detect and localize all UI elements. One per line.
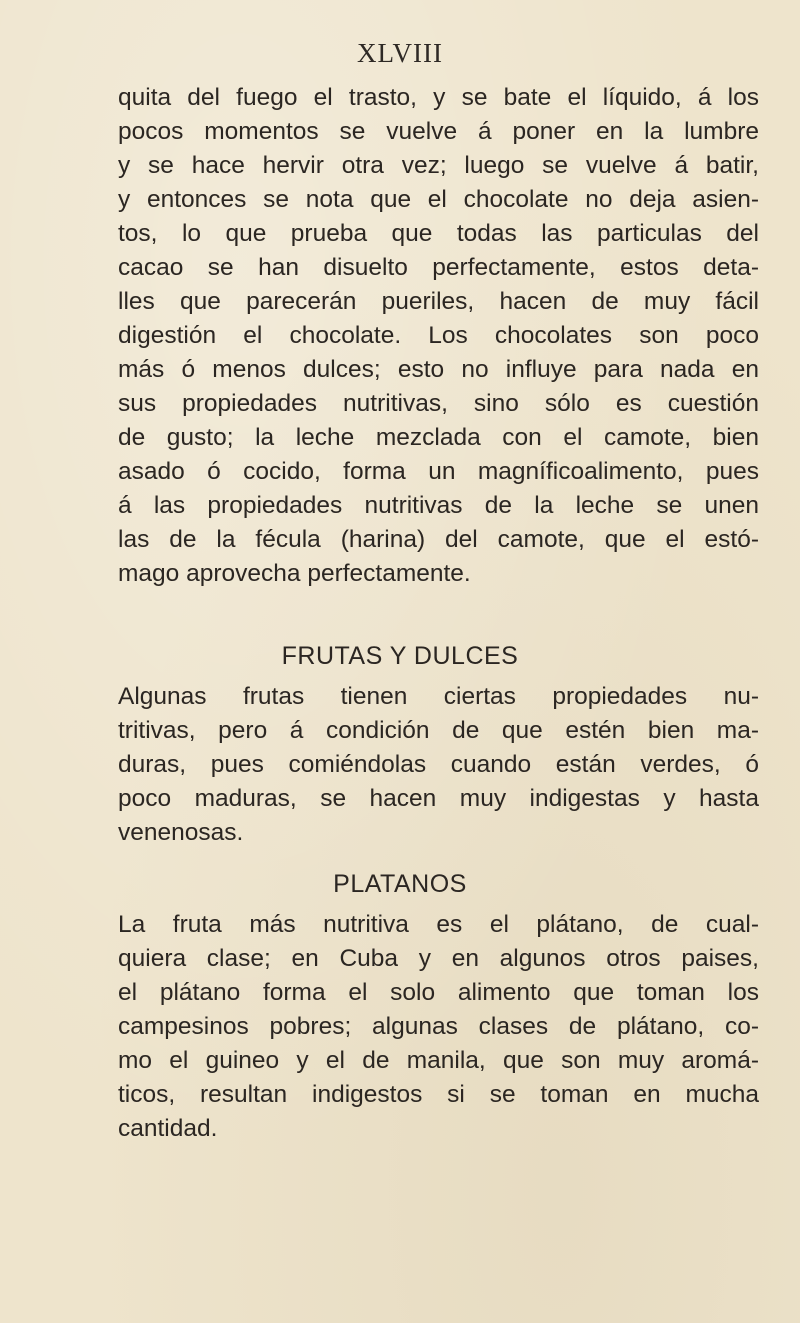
text-line: lles que parecerán pueriles, hacen de muy fácil xyxy=(118,288,759,315)
text-line: de gusto; la leche mezclada con el camote, bien xyxy=(118,424,759,451)
text-line: cantidad. xyxy=(118,1115,218,1142)
text-line: las de la fécula (harina) del camote, que el estó- xyxy=(118,526,759,553)
text-line: tritivas, pero á condición de que estén bien ma- xyxy=(118,717,759,744)
text-line: y entonces se nota que el chocolate no deja asien- xyxy=(118,186,759,213)
text-line: La fruta más nutritiva es el plátano, de cual- xyxy=(118,911,759,938)
text-line: Algunas frutas tienen ciertas propiedades nu- xyxy=(118,683,759,710)
text-line: digestión el chocolate. Los chocolates son poco xyxy=(118,322,759,349)
text-line: pocos momentos se vuelve á poner en la lumbre xyxy=(118,118,759,145)
text-line: y se hace hervir otra vez; luego se vuelve á batir, xyxy=(118,152,759,179)
text-line: poco maduras, se hacen muy indigestas y hasta xyxy=(118,785,759,812)
text-line: el plátano forma el solo alimento que toman los xyxy=(118,979,759,1006)
text-line: tos, lo que prueba que todas las particulas del xyxy=(118,220,759,247)
text-line: cacao se han disuelto perfectamente, estos deta- xyxy=(118,254,759,281)
text-line: quiera clase; en Cuba y en algunos otros paises, xyxy=(118,945,759,972)
text-line: mago aprovecha perfectamente. xyxy=(118,560,471,587)
text-line: duras, pues comiéndolas cuando están verdes, ó xyxy=(118,751,759,778)
text-line: campesinos pobres; algunas clases de plátano, co- xyxy=(118,1013,759,1040)
text-line: quita del fuego el trasto, y se bate el líquido, á los xyxy=(118,84,759,111)
text-line: mo el guineo y el de manila, que son muy aromá- xyxy=(118,1047,759,1074)
text-line: á las propiedades nutritivas de la leche se unen xyxy=(118,492,759,519)
text-line: ticos, resultan indigestos si se toman en mucha xyxy=(118,1081,759,1108)
section-heading-platanos: PLATANOS xyxy=(333,870,467,898)
text-line: sus propiedades nutritivas, sino sólo es cuestión xyxy=(118,390,759,417)
text-line: más ó menos dulces; esto no influye para nada en xyxy=(118,356,759,383)
text-line: asado ó cocido, forma un magníficoalimento, pues xyxy=(118,458,759,485)
section-heading-frutas: FRUTAS Y DULCES xyxy=(281,642,519,670)
page-number: XLVIII xyxy=(357,38,443,68)
text-line: venenosas. xyxy=(118,819,244,846)
